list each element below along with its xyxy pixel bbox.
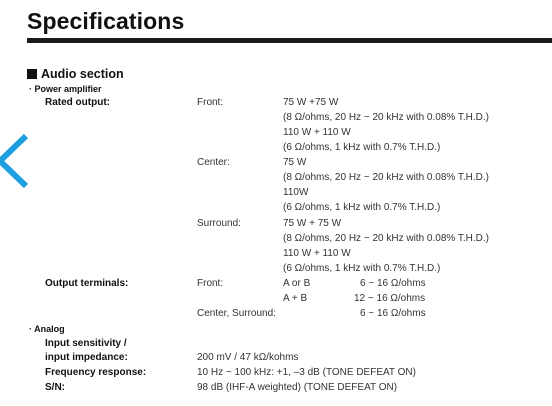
center-spec-line: (8 Ω/ohms, 20 Hz ~ 20 kHz with 0.08% T.H.D.) <box>283 172 489 183</box>
terminals-front-label: Front: <box>197 278 224 289</box>
chevron-left-icon[interactable] <box>0 130 40 192</box>
frequency-response-value: 10 Hz ~ 100 kHz: +1, –3 dB (TONE DEFEAT ON) <box>197 367 416 378</box>
title-rule <box>27 38 552 43</box>
front-channel-label: Front: <box>197 97 224 108</box>
sn-label: S/N: <box>45 382 65 393</box>
terminal-a-or-b: A or B <box>283 278 311 289</box>
analog-heading: · Analog <box>29 324 65 334</box>
surround-spec-line: (8 Ω/ohms, 20 Hz ~ 20 kHz with 0.08% T.H.D.) <box>283 233 489 244</box>
section-square-icon <box>27 69 37 79</box>
front-spec-line: (8 Ω/ohms, 20 Hz ~ 20 kHz with 0.08% T.H.D.) <box>283 112 489 123</box>
center-spec-line: 75 W <box>283 157 307 168</box>
frequency-response-label: Frequency response: <box>45 367 147 378</box>
front-spec-line: 110 W + 110 W <box>283 127 351 138</box>
terminal-a-plus-b: A + B <box>283 293 308 304</box>
input-sensitivity-label: Input sensitivity / <box>45 338 127 349</box>
surround-channel-label: Surround: <box>197 218 241 229</box>
page-title: Specifications <box>27 8 185 34</box>
terminal-a-plus-b-value: 12 ~ 16 Ω/ohms <box>354 293 426 304</box>
center-spec-line: (6 Ω/ohms, 1 kHz with 0.7% T.H.D.) <box>283 202 441 213</box>
terminal-center-surround-label: Center, Surround: <box>197 308 276 319</box>
input-impedance-label: input impedance: <box>45 352 128 363</box>
terminal-a-or-b-value: 6 ~ 16 Ω/ohms <box>360 278 426 289</box>
rated-output-label: Rated output: <box>45 97 110 108</box>
surround-spec-line: (6 Ω/ohms, 1 kHz with 0.7% T.H.D.) <box>283 263 441 274</box>
center-channel-label: Center: <box>197 157 230 168</box>
front-spec-line: 75 W +75 W <box>283 97 339 108</box>
front-spec-line: (6 Ω/ohms, 1 kHz with 0.7% T.H.D.) <box>283 142 441 153</box>
sn-value: 98 dB (IHF-A weighted) (TONE DEFEAT ON) <box>197 382 398 393</box>
output-terminals-label: Output terminals: <box>45 278 129 289</box>
center-spec-line: 110W <box>283 187 309 198</box>
power-amp-heading: · Power amplifier <box>29 84 102 94</box>
surround-spec-line: 110 W + 110 W <box>283 248 351 259</box>
section-heading: Audio section <box>27 67 124 81</box>
input-sensitivity-value: 200 mV / 47 kΩ/kohms <box>197 352 299 363</box>
terminal-center-surround-value: 6 ~ 16 Ω/ohms <box>360 308 426 319</box>
surround-spec-line: 75 W + 75 W <box>283 218 342 229</box>
